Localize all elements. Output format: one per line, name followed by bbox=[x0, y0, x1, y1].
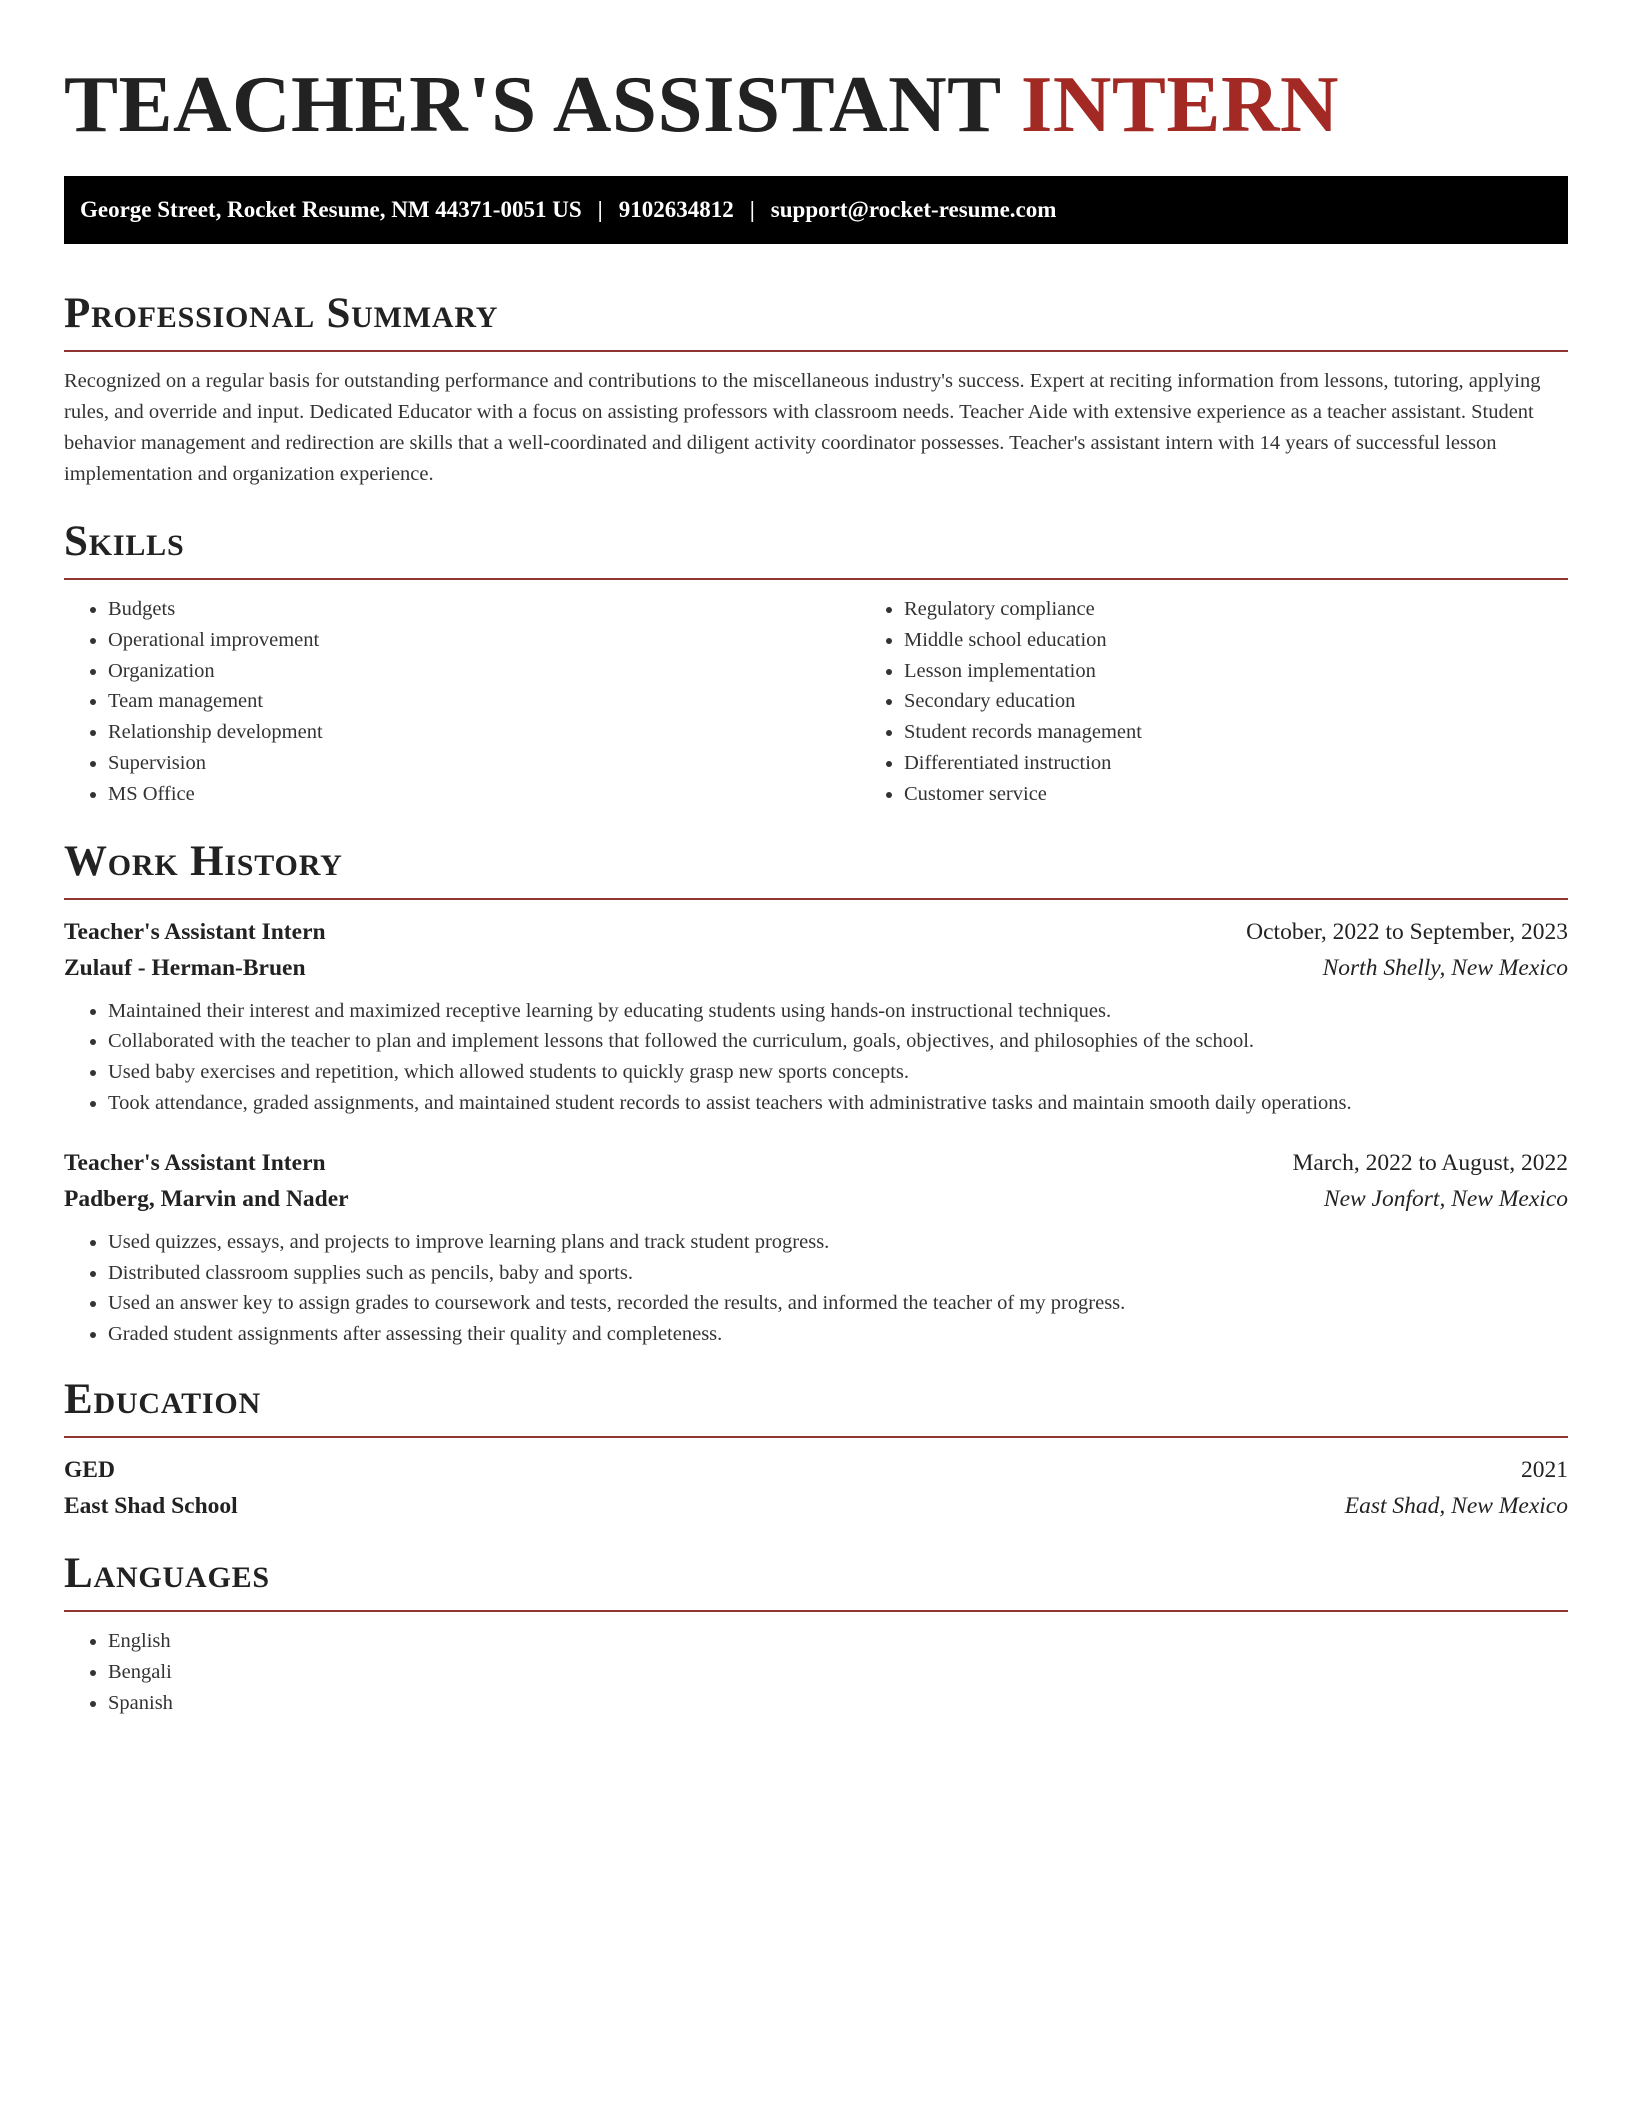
contact-phone: 9102634812 bbox=[618, 197, 734, 222]
section-divider bbox=[64, 898, 1568, 900]
education-degree-row bbox=[64, 1452, 1568, 1488]
job-duty-item: • Distributed classroom supplies such as pencils, baby and sports. bbox=[108, 1258, 1568, 1289]
skill-item: • Budgets bbox=[108, 594, 860, 625]
contact-bar bbox=[64, 176, 1568, 244]
skill-item: • Customer service bbox=[904, 779, 1632, 810]
job-dates: October, 2022 to September, 2023 bbox=[1246, 918, 1568, 945]
language-item: • English bbox=[108, 1626, 1568, 1657]
professional-summary-section bbox=[64, 290, 1568, 490]
languages-list bbox=[64, 1626, 1568, 1718]
job-duties-list bbox=[64, 996, 1568, 1119]
education-location: East Shad, New Mexico bbox=[1344, 1492, 1568, 1519]
skill-item: • Team management bbox=[108, 686, 860, 717]
language-item: • Spanish bbox=[108, 1688, 1568, 1719]
job-company-row bbox=[64, 950, 1568, 986]
job-duty-item: • Used quizzes, essays, and projects to improve learning plans and track student progress. bbox=[108, 1227, 1568, 1258]
skill-item: • Relationship development bbox=[108, 717, 860, 748]
education-school: East Shad School bbox=[64, 1492, 238, 1519]
skill-item: • Supervision bbox=[108, 748, 860, 779]
skills-section bbox=[64, 518, 1568, 810]
skill-item: • Student records management bbox=[904, 717, 1632, 748]
job-duty-item: • Took attendance, graded assignments, and maintained student records to assist teachers with administrative tasks and maintain smooth daily operations. bbox=[108, 1088, 1568, 1119]
skills-columns bbox=[64, 594, 1568, 810]
job-duty-item: • Collaborated with the teacher to plan and implement lessons that followed the curriculum, goals, objectives, and philosophies of the school. bbox=[108, 1026, 1568, 1057]
education-degree: GED bbox=[64, 1456, 115, 1483]
job-duty-item: • Maintained their interest and maximized receptive learning by educating students using hands-on instructional techniques. bbox=[108, 996, 1568, 1027]
job-company: Zulauf - Herman-Bruen bbox=[64, 954, 306, 981]
job-title: Teacher's Assistant Intern bbox=[64, 1149, 326, 1176]
job-location: North Shelly, New Mexico bbox=[1322, 954, 1568, 981]
skills-list-right bbox=[860, 594, 1632, 810]
job-header-row bbox=[64, 914, 1568, 950]
skill-item: • Secondary education bbox=[904, 686, 1632, 717]
job-company-row bbox=[64, 1181, 1568, 1217]
section-divider bbox=[64, 1610, 1568, 1612]
title-accent: INTERN bbox=[1020, 59, 1339, 149]
contact-separator: | bbox=[597, 197, 603, 222]
resume-title bbox=[64, 56, 1568, 152]
section-divider bbox=[64, 1436, 1568, 1438]
education-year: 2021 bbox=[1521, 1456, 1568, 1483]
section-divider bbox=[64, 350, 1568, 352]
work-history-section bbox=[64, 838, 1568, 1350]
skill-item: • Regulatory compliance bbox=[904, 594, 1632, 625]
language-item: • Bengali bbox=[108, 1657, 1568, 1688]
job-duty-item: • Graded student assignments after assessing their quality and completeness. bbox=[108, 1319, 1568, 1350]
job-duty-item: • Used an answer key to assign grades to coursework and tests, recorded the results, and informed the teacher of my progress. bbox=[108, 1288, 1568, 1319]
skill-item: • Organization bbox=[108, 656, 860, 687]
section-heading: Skills bbox=[64, 518, 185, 565]
skill-item: • MS Office bbox=[108, 779, 860, 810]
languages-section bbox=[64, 1550, 1568, 1718]
job-title: Teacher's Assistant Intern bbox=[64, 918, 326, 945]
education-school-row bbox=[64, 1488, 1568, 1524]
skills-list-left bbox=[64, 594, 860, 810]
skill-item: • Middle school education bbox=[904, 625, 1632, 656]
section-divider bbox=[64, 578, 1568, 580]
skill-item: • Differentiated instruction bbox=[904, 748, 1632, 779]
job-company: Padberg, Marvin and Nader bbox=[64, 1185, 349, 1212]
job-header-row bbox=[64, 1145, 1568, 1181]
contact-separator: | bbox=[749, 197, 755, 222]
education-section bbox=[64, 1376, 1568, 1524]
job-duties-list bbox=[64, 1227, 1568, 1350]
skill-item: • Operational improvement bbox=[108, 625, 860, 656]
section-heading: Education bbox=[64, 1375, 261, 1423]
job-dates: March, 2022 to August, 2022 bbox=[1292, 1149, 1568, 1176]
title-main: TEACHER'S ASSISTANT bbox=[64, 59, 1001, 149]
skill-item: • Lesson implementation bbox=[904, 656, 1632, 687]
section-heading: Professional Summary bbox=[64, 290, 499, 337]
job-entry bbox=[64, 914, 1568, 1119]
section-heading: Languages bbox=[64, 1549, 270, 1597]
section-heading: Work History bbox=[64, 837, 343, 885]
job-location: New Jonfort, New Mexico bbox=[1323, 1185, 1568, 1212]
summary-text: Recognized on a regular basis for outstanding performance and contributions to the miscellaneous industry's success. Expert at reciting information from lessons, tutoring, applying rules, and override and input. Dedicated Educator with a focus on assisting professors with classroom needs. Teacher Aide with extensive experience as a teacher assistant. Student behavior management and redirection are skills that a well-coordinated and diligent activity coordinator possesses. Teacher's assistant intern with 14 years of successful lesson implementation and organization experience. bbox=[64, 370, 1541, 485]
job-duty-item: • Used baby exercises and repetition, which allowed students to quickly grasp new sports concepts. bbox=[108, 1057, 1568, 1088]
contact-address: George Street, Rocket Resume, NM 44371-0051 US bbox=[80, 197, 582, 222]
job-entry bbox=[64, 1145, 1568, 1350]
contact-email: support@rocket-resume.com bbox=[770, 197, 1057, 222]
